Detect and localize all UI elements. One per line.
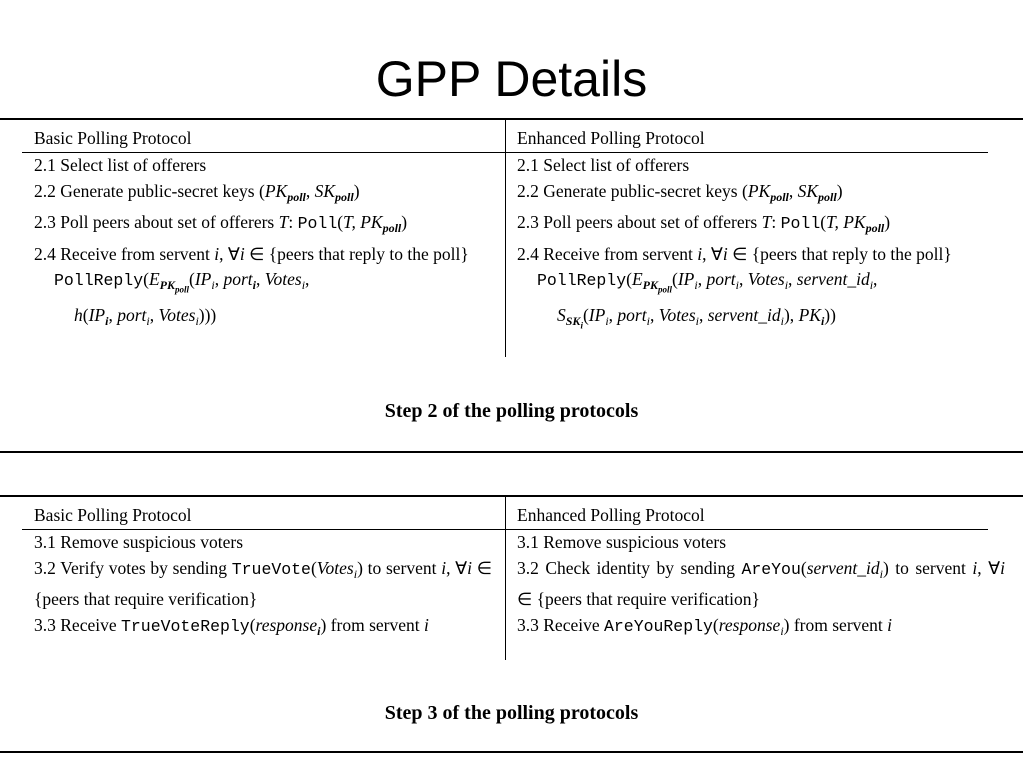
poll-reply-line2: $S_{SK_i}(IP_i$, port$_i$, Votes$_i$, $servent\_id_i$), $PK_i$)): [557, 304, 836, 331]
step-2-3: 2.3 Poll peers about set of offerers T: Poll(T, $PK_{poll}$): [517, 212, 891, 235]
step-2-2: 2.2 Generate public-secret keys ($PK_{poll}$, $SK_{poll}$): [517, 180, 843, 204]
step2-caption: Step 2 of the polling protocols: [384, 400, 639, 422]
poll-reply-line2: $h(IP_i$, port$_i$, Votes$_i$))): [74, 304, 217, 328]
right-column: [517, 530, 1005, 644]
step-2-3: 2.3 Poll peers about set of offerers T: Poll(T, $PK_{poll}$): [34, 212, 408, 235]
page-title: GPP Details: [375, 51, 648, 107]
top-rule: [0, 118, 1023, 120]
left-column: [34, 153, 492, 334]
step3-caption: Step 3 of the polling protocols: [384, 702, 639, 724]
step-2-2: 2.2 Generate public-secret keys ($PK_{poll}$, $SK_{poll}$): [34, 180, 360, 204]
step-3-3: 3.3 Receive TrueVoteReply(response$_i$) from servent i: [34, 614, 429, 638]
right-column: [517, 153, 1005, 339]
step-3-2: 3.2 Verify votes by sending TrueVote(Votes$_i$) to servent i, ∀i ∈ {peers that require verification}: [34, 557, 492, 609]
step-2-1: 2.1 Select list of offerers: [34, 155, 207, 175]
step-2-4: 2.4 Receive from servent i, ∀i ∈ {peers that reply to the poll}: [517, 243, 952, 264]
right-header: Enhanced Polling Protocol: [517, 505, 705, 525]
left-header: Basic Polling Protocol: [34, 128, 192, 148]
step-3-1: 3.1 Remove suspicious voters: [517, 532, 727, 552]
bottom-rule: [0, 451, 1023, 453]
column-divider: [505, 497, 506, 660]
poll-reply-line1: $PollReply(E_{PK_{poll}}(IP_i$, port$_i$, Votes$_i$, $servent\_id_i$,: [537, 269, 878, 295]
step-2-4: 2.4 Receive from servent i, ∀i ∈ {peers that reply to the poll}: [34, 243, 469, 264]
left-header: Basic Polling Protocol: [34, 505, 192, 525]
column-divider: [505, 120, 506, 357]
right-header: Enhanced Polling Protocol: [517, 128, 705, 148]
step-2-1: 2.1 Select list of offerers: [517, 155, 690, 175]
poll-reply-line1: $PollReply(E_{PK_{poll}}(IP_i$, port$_i$, Votes$_i$,: [54, 269, 310, 295]
bottom-rule: [0, 751, 1023, 753]
step-3-1: 3.1 Remove suspicious voters: [34, 532, 244, 552]
step-3-2: 3.2 Check identity by sending $AreYou(servent\_id_i)$ to servent i, ∀i ∈ {peers that require verification}: [517, 557, 1005, 609]
step-3-3: 3.3 Receive AreYouReply(response$_i$) from servent i: [517, 614, 893, 638]
left-column: [34, 530, 492, 644]
top-rule: [0, 495, 1023, 497]
